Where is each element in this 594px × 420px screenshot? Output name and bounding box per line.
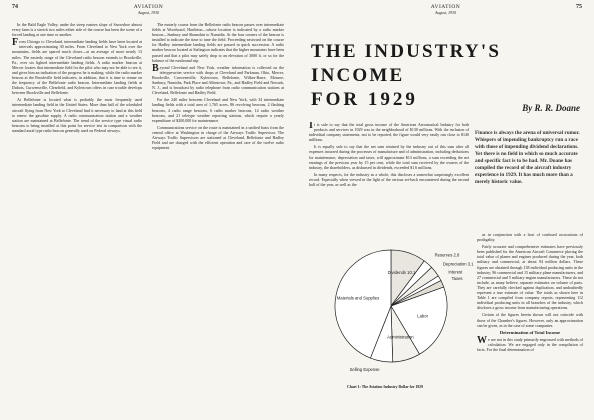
right-col3-para-1: as in conjunction with a host of confused accusations of prodigality. <box>477 232 583 243</box>
left-col2-para-1: The easterly course from the Bellefonte radio beacon passes over intermediate fields at Woodward, Hartleton—whose location is indicated by a radio marker beacon—Sunbury and Shamokin to Numidia. At the four corners of the beacon is installed to indicate the time to tune the field. Proceeding eastward on the course for Hadley intermediate landing fields are passed in quick succession. A radio marker beacon located at Stalington indicates that the higher mountains have been passed and that a pilot may safely drop to an elevation of 3000 ft. or so for the balance of the eastbound trip. <box>152 22 284 63</box>
right-col3-para-4: We are not in this study primarily engrossed with methods of calculation. We are engaged only in the compilation of facts. For the final determination of <box>477 334 583 352</box>
right-magazine-name: AVIATION <box>430 4 461 10</box>
left-running-head <box>0 4 297 15</box>
right-issue-date: August, 1930 <box>434 10 457 15</box>
right-running-head <box>297 4 594 15</box>
left-column-1 <box>12 22 142 414</box>
left-col1-para-3: At Bellefonte is located what is probably the most frequently used intermediate landing field in the United States. More than half of the scheduled aircraft flying from New York to Cleveland find it necessary to land at this field to renew the gasoline supply. A radio communication station and a weather station are maintained at Bellefonte. The trend of the service type visual radio beacons is being installed at this point for service test in comparison with the standard aural type radio beacon generally used on Federal airways. <box>12 97 142 133</box>
right-col3-para-2: Fairly accurate and comprehensive estimates have previously been published for the American Aircraft Commerce placing the total value of planes and engines produced during the year, both military and commercial, at about 94 million dollars. These figures are obtained through 138 individual producing units in the industry; 96 commercial and 15 military plane manufacturers, and 27 commercial and 5 military engine manufacturers. These do not include, as many believe, separate estimates on volume of parts. They are carefully checked against duplication, and undoubtedly represent a true estimate of value. The totals as shown here in Table 1 are compiled from company reports, representing 112 individual producing units in all branches of the industry, which discloses a gross income from manufacturing operations. <box>477 244 583 311</box>
right-col1-para-1: It is safe to say that the total gross income of the American Aeronautical Industry for both products and services in 1929 was in the neighborhood of $130 millions. With the inclusion of individual company statements, not to be reported, the figure would very easily run close to $140 millions. <box>309 122 469 143</box>
left-col2-para-2: Beyond Cleveland and New York, weather information is collected on the teletypewriter service with drops at Cleveland and Parkman, Ohio, Mercer, Brookville, Curwensville, Kylertown, Bellefonte, Wilkes-Barre, Monroe, Sunbury, Numidia, Park Place and Allentown, Pa., and Hadley Field and Newark, N. J., and is broadcast by radio telephone from radio communication stations at Cleveland, Bellefonte and Hadley Field. <box>152 62 284 96</box>
chart-caption: Chart 1: The Aviation Industry Dollar for 1929 <box>347 385 423 389</box>
left-col2-para-3: For the 240 miles between Cleveland and New York, with 34 intermediate landing fields with a total area of 1,765 acres, 86 revolving beacons, 2 flashing beacons, 4 radio range beacons, 6 radio marker beacons, 14 radio weather beacons, and 21 teletype weather reporting stations, which require a yearly expenditure of $200,000 for maintenance. <box>152 97 284 123</box>
pie-slice-label: Materials and Supplies <box>336 295 380 301</box>
left-col2-para-4: Communications service on the route is maintained in a unified basis from the central office at Washington in charge of the Airways Traffic Supervisor. The Airways Traffic Supervisors are stationed at Cleveland, Bellefonte and Hadley Field and are charged with the efficient operation and care of the twelve radio equipment. <box>152 124 284 151</box>
pie-slice-label: Dividends 10.1 <box>387 270 416 276</box>
article-title-line-2: FOR 1929 <box>311 89 418 110</box>
pie-slice-label: Selling Expense <box>349 367 380 373</box>
right-column-3 <box>477 232 583 416</box>
pie-slice-label: Reserves 2.8 <box>434 252 460 258</box>
pie-slices-group <box>335 250 447 362</box>
right-col1-para-2: It is equally safe to say that the net sum retained by the industry out of this sum after all expenses incurred during the processes of manufacture and of administration, including deductions for maintenance, depreciation and taxes, will approximate $13 millions, a sum exceeding the net earnings of the previous year by 15 per cent, while the total sum received by the owners of the industry, the shareholders, as disbursed in dividends, exceeded $1.6 millions. <box>309 144 469 170</box>
article-deck: Finance is always the arena of universal rumor. Whispers of impending bankruptcy run a race with those of impending dividend declarations. Yet there is no field in which so much accurate and specific fact is to be had. Mr. Doane has compiled the record of the aircraft industry experience in 1929. It has much more than a merely historic value. <box>475 130 580 185</box>
industry-dollar-pie-chart <box>307 232 475 382</box>
right-column-1 <box>309 122 469 228</box>
left-issue-date: August, 1930 <box>137 10 160 15</box>
pie-slice-label: Interest <box>448 269 463 275</box>
left-magazine-name: AVIATION <box>133 4 164 10</box>
right-page <box>297 0 594 420</box>
article-byline: By R. R. Doane <box>522 103 580 113</box>
pie-slice-label: Administration <box>387 334 414 340</box>
left-column-2 <box>152 22 284 414</box>
left-page-number: 74 <box>12 4 18 10</box>
article-title-line-1: THE INDUSTRY'S INCOME <box>311 41 502 86</box>
article-title <box>311 40 586 112</box>
pie-slice-label: Depreciation 3.1 <box>443 261 474 267</box>
left-col1-para-2: From Chicago to Cleveland, intermediate landing fields have been located at intervals approximating 30 miles. From Cleveland to New York over the mountains, fields are spaced much closer—at an average of more nearly 13 miles. The easterly range of the Cleveland radio beacon extends to Brookville, Pa., over six lighted intermediate landing fields. A radio marker beacon at Mercer locates that intermediate field for the pilot who may not be able to see it, and gives him an indication of the progress he is making; while the radio marker beacon at the Brookville field indicates, in addition, that it is time to retune on the frequency of the Bellefonte radio beacon. Intermediate landing fields at Dubois, Curwensville, Clearfield, and Kylertown offers in case trouble develops between Brookville and Bellefonte. <box>12 37 142 96</box>
pie-slice-label: Labor <box>417 313 428 319</box>
right-col1-para-3: In many respects, for the industry as a whole, this discloses a somewhat surprisingly excellent record. Especially when viewed in the light of the serious set-back encountered during the second half of the year, as well as the <box>309 171 469 188</box>
right-col3-para-3: Certain of the figures herein shown will not coincide with those of the Chamber's figures. However, only an approximation can be given, as in the case of some companies. <box>477 312 583 328</box>
left-col1-para-1: In the Bald Eagle Valley, under the steep eastern slope of Snowshoe almost every farm is a stretch two miles either side of the course has been the scene of a forced landing at one time or another. <box>12 22 142 38</box>
pie-slice-label: Taxes <box>451 275 463 281</box>
right-page-number: 75 <box>576 4 582 10</box>
section-subhead: Determination of Total Income <box>499 329 561 335</box>
